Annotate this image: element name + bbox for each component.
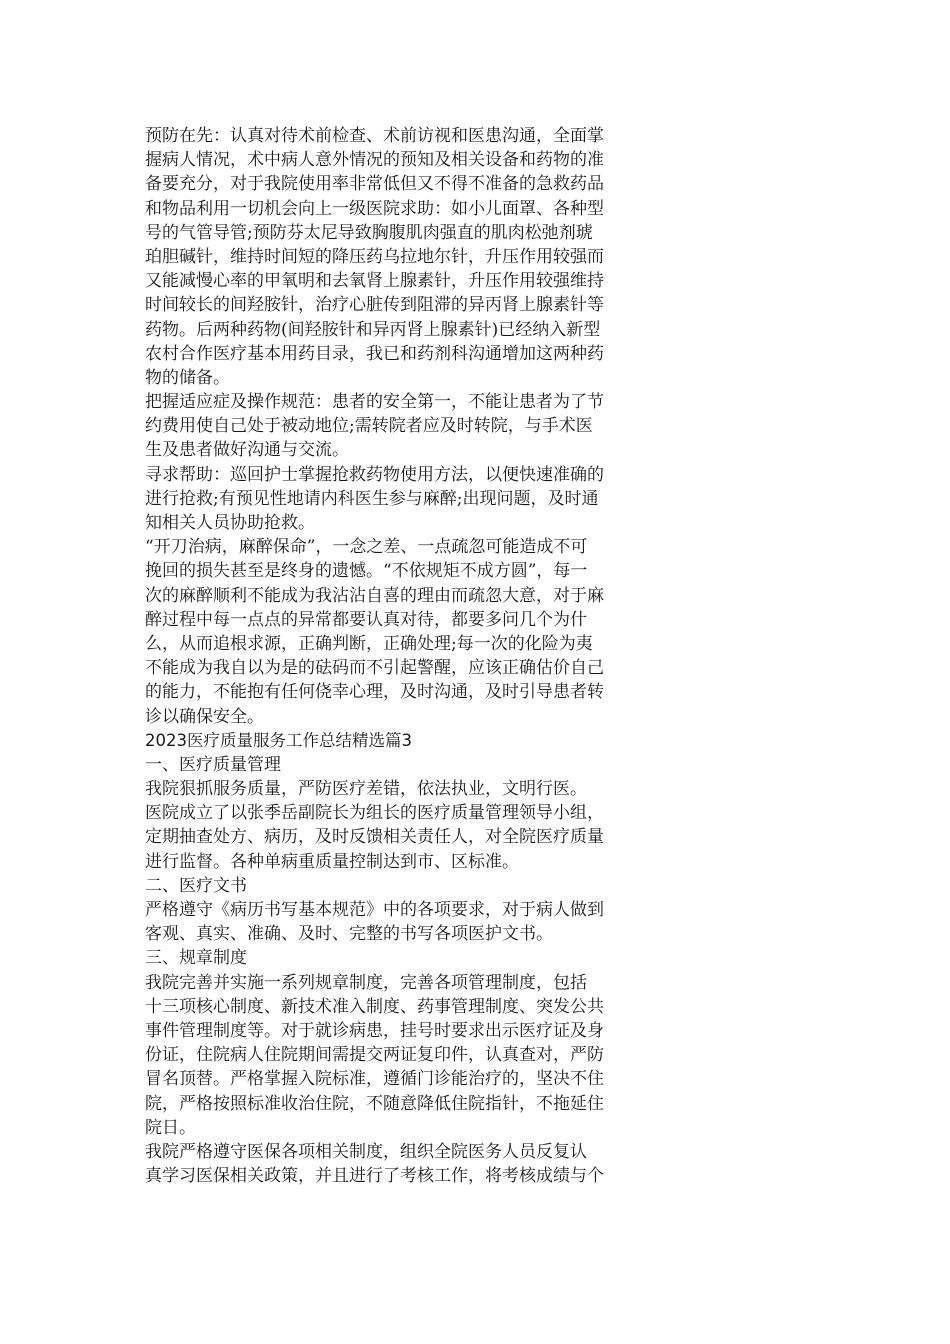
text-line: 我院完善并实施一系列规章制度，完善各项管理制度，包括 — [145, 972, 587, 993]
text-line: 时间较长的间羟胺针，治疗心脏传到阻滞的异丙肾上腺素针等 — [145, 295, 604, 316]
text-line: 农村合作医疗基本用药目录，我已和药剂科沟通增加这两种药 — [145, 343, 604, 364]
text-line: 冒名顶替。严格掌握入院标准，遵循门诊能治疗的，坚决不住 — [145, 1069, 604, 1090]
text-line: 把握适应症及操作规范：患者的安全第一，不能让患者为了节 — [145, 392, 604, 413]
text-line: 药物。后两种药物(间羟胺针和异丙肾上腺素针)已经纳入新型 — [145, 319, 601, 340]
section-heading: 二、医疗文书 — [145, 875, 247, 896]
text-line: 珀胆碱针，维持时间短的降压药乌拉地尔针，升压作用较强而 — [145, 246, 604, 267]
text-line: 醉过程中每一点点的异常都要认真对待，都要多问几个为什 — [145, 609, 587, 630]
text-line: 知相关人员协助抢救。 — [145, 513, 315, 533]
text-line: 医院成立了以张季岳副院长为组长的医疗质量管理领导小组， — [145, 803, 604, 824]
text-line: 么，从而追根求源，正确判断，正确处理;每一次的化险为夷 — [145, 633, 593, 654]
text-line: 物的储备。 — [145, 367, 230, 388]
text-line: 备要充分，对于我院使用率非常低但又不得不准备的急救药品 — [145, 174, 604, 195]
text-line: 次的麻醉顺利不能成为我沾沾自喜的理由而疏忽大意，对于麻 — [145, 585, 604, 606]
text-line: 不能成为我自以为是的砝码而不引起警醒，应该正确估价自己 — [145, 658, 604, 679]
section-heading: 一、医疗质量管理 — [145, 754, 281, 775]
article-heading: 2023医疗质量服务工作总结精选篇3 — [145, 730, 412, 750]
text-line: 我院严格遵守医保各项相关制度，组织全院医务人员反复认 — [145, 1141, 587, 1162]
document-page — [145, 124, 665, 1188]
text-line: 生及患者做好沟通与交流。 — [145, 440, 349, 461]
text-line: 真学习医保相关政策，并且进行了考核工作，将考核成绩与个 — [145, 1166, 604, 1187]
text-line: 挽回的损失甚至是终身的遗憾。“不依规矩不成方圆”，每一 — [145, 561, 588, 582]
text-line: 院日。 — [145, 1117, 196, 1138]
text-line: 的能力，不能抱有任何侥幸心理，及时沟通，及时引导患者转 — [145, 682, 604, 703]
text-line: 和物品利用一切机会向上一级医院求助：如小儿面罩、各种型 — [145, 198, 604, 219]
text-line: 院，严格按照标准收治住院，不随意降低住院指针，不拖延住 — [145, 1093, 604, 1114]
text-line: 又能减慢心率的甲氧明和去氧肾上腺素针，升压作用较强维持 — [145, 271, 604, 292]
text-line: 进行监督。各种单病重质量控制达到市、区标准。 — [145, 851, 519, 872]
text-line: 份证，住院病人住院期间需提交两证复印件，认真查对，严防 — [145, 1045, 604, 1066]
section-heading: 三、规章制度 — [145, 948, 247, 969]
text-line: 握病人情况，术中病人意外情况的预知及相关设备和药物的准 — [145, 150, 604, 171]
text-line: 严格遵守《病历书写基本规范》中的各项要求，对于病人做到 — [145, 900, 604, 920]
text-line: “开刀治病，麻醉保命”，一念之差、一点疏忽可能造成不可 — [145, 537, 588, 558]
text-line: 定期抽查处方、病历，及时反馈相关责任人，对全院医疗质量 — [145, 827, 604, 848]
text-line: 约费用使自己处于被动地位;需转院者应及时转院，与手术医 — [145, 416, 593, 437]
text-line: 客观、真实、准确、及时、完整的书写各项医护文书。 — [145, 924, 553, 945]
text-line: 进行抢救;有预见性地请内科医生参与麻醉;出现问题，及时通 — [145, 488, 599, 509]
text-line: 号的气管导管;预防芬太尼导致胸腹肌肉强直的肌肉松弛剂琥 — [145, 222, 593, 243]
text-line: 预防在先：认真对待术前检查、术前访视和医患沟通，全面掌 — [145, 126, 604, 146]
text-line: 诊以确保安全。 — [145, 706, 264, 727]
text-line: 十三项核心制度、新技术准入制度、药事管理制度、突发公共 — [145, 996, 604, 1017]
text-line: 寻求帮助：巡回护士掌握抢救药物使用方法，以便快速准确的 — [145, 464, 604, 485]
text-line: 我院狠抓服务质量，严防医疗差错，依法执业，文明行医。 — [145, 779, 587, 800]
text-line: 事件管理制度等。对于就诊病患，挂号时要求出示医疗证及身 — [145, 1020, 604, 1041]
